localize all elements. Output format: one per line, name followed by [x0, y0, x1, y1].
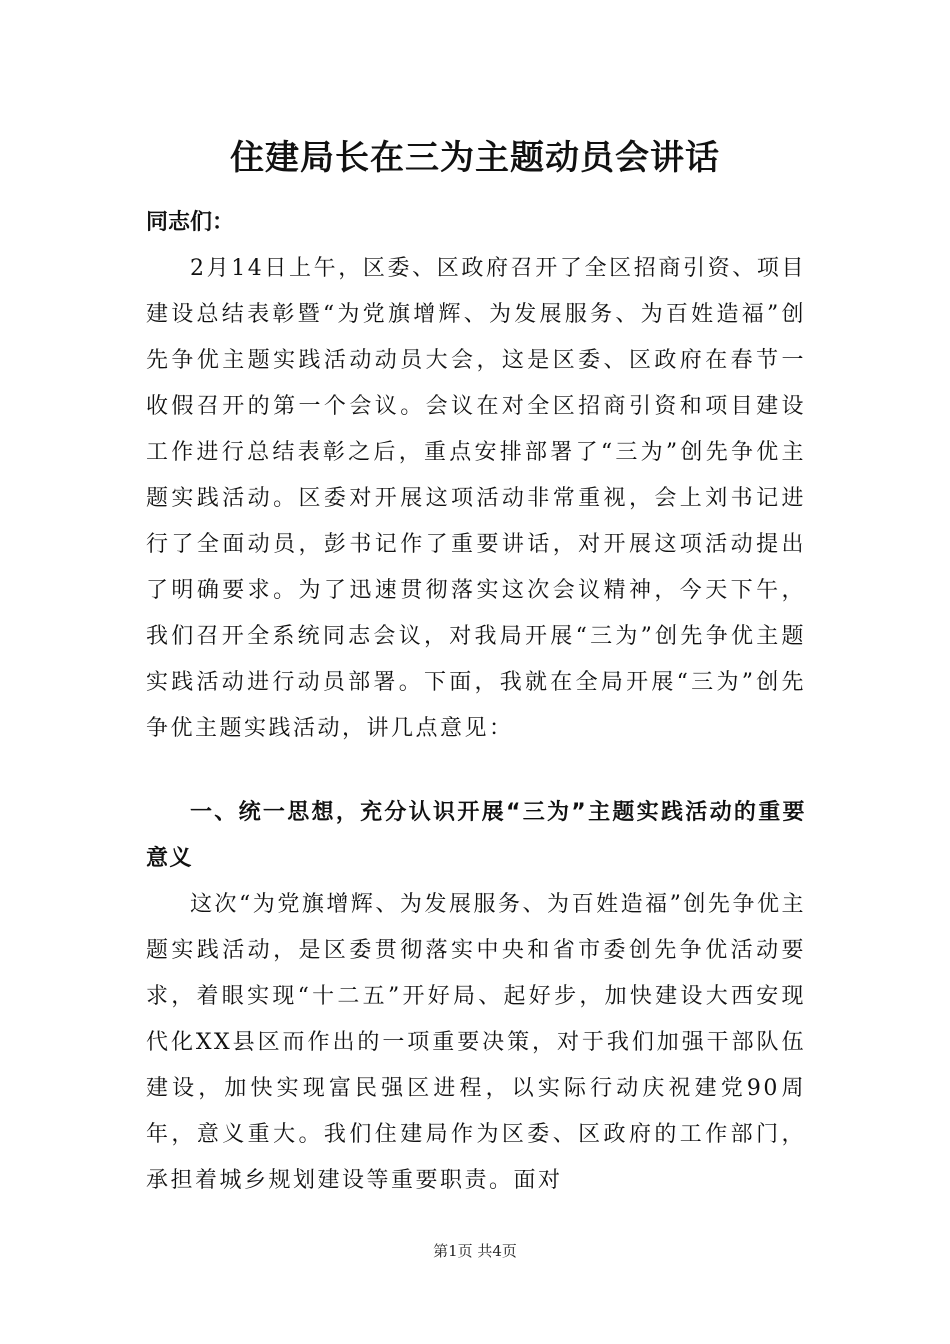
section-heading-1: 一、统一思想，充分认识开展“三为”主题实践活动的重要意义	[146, 800, 806, 871]
page-number-footer: 第1页 共4页	[433, 1242, 517, 1260]
salutation: 同志们：	[146, 210, 235, 235]
document-title: 住建局长在三为主题动员会讲话	[230, 138, 720, 178]
paragraph-intro: 2月14日上午，区委、区政府召开了全区招商引资、项目建设总结表彰暨“为党旗增辉、为发展服务、为百姓造福”创先争优主题实践活动动员大会，这是区委、区政府在春节一收假召开的第一个会议。会议在对全区招商引资和项目建设工作进行总结表彰之后，重点安排部署了“三为”创先争优主题实践活动。区委对开展这项活动非常重视，会上刘书记进行了全面动员，彭书记作了重要讲话，对开展这项活动提出了明确要求。为了迅速贯彻落实这次会议精神，今天下午，我们召开全系统同志会议，对我局开展“三为”创先争优主题实践活动进行动员部署。下面，我就在全局开展“三为”创先争优主题实践活动，讲几点意见：	[146, 256, 806, 741]
paragraph-section-1: 这次“为党旗增辉、为发展服务、为百姓造福”创先争优主题实践活动，是区委贯彻落实中央和省市委创先争优活动要求，着眼实现“十二五”开好局、起好步，加快建设大西安现代化XX县区而作出的一项重要决策，对于我们加强干部队伍建设，加快实现富民强区进程，以实际行动庆祝建党90周年，意义重大。我们住建局作为区委、区政府的工作部门，承担着城乡规划建设等重要职责。面对	[146, 892, 806, 1193]
